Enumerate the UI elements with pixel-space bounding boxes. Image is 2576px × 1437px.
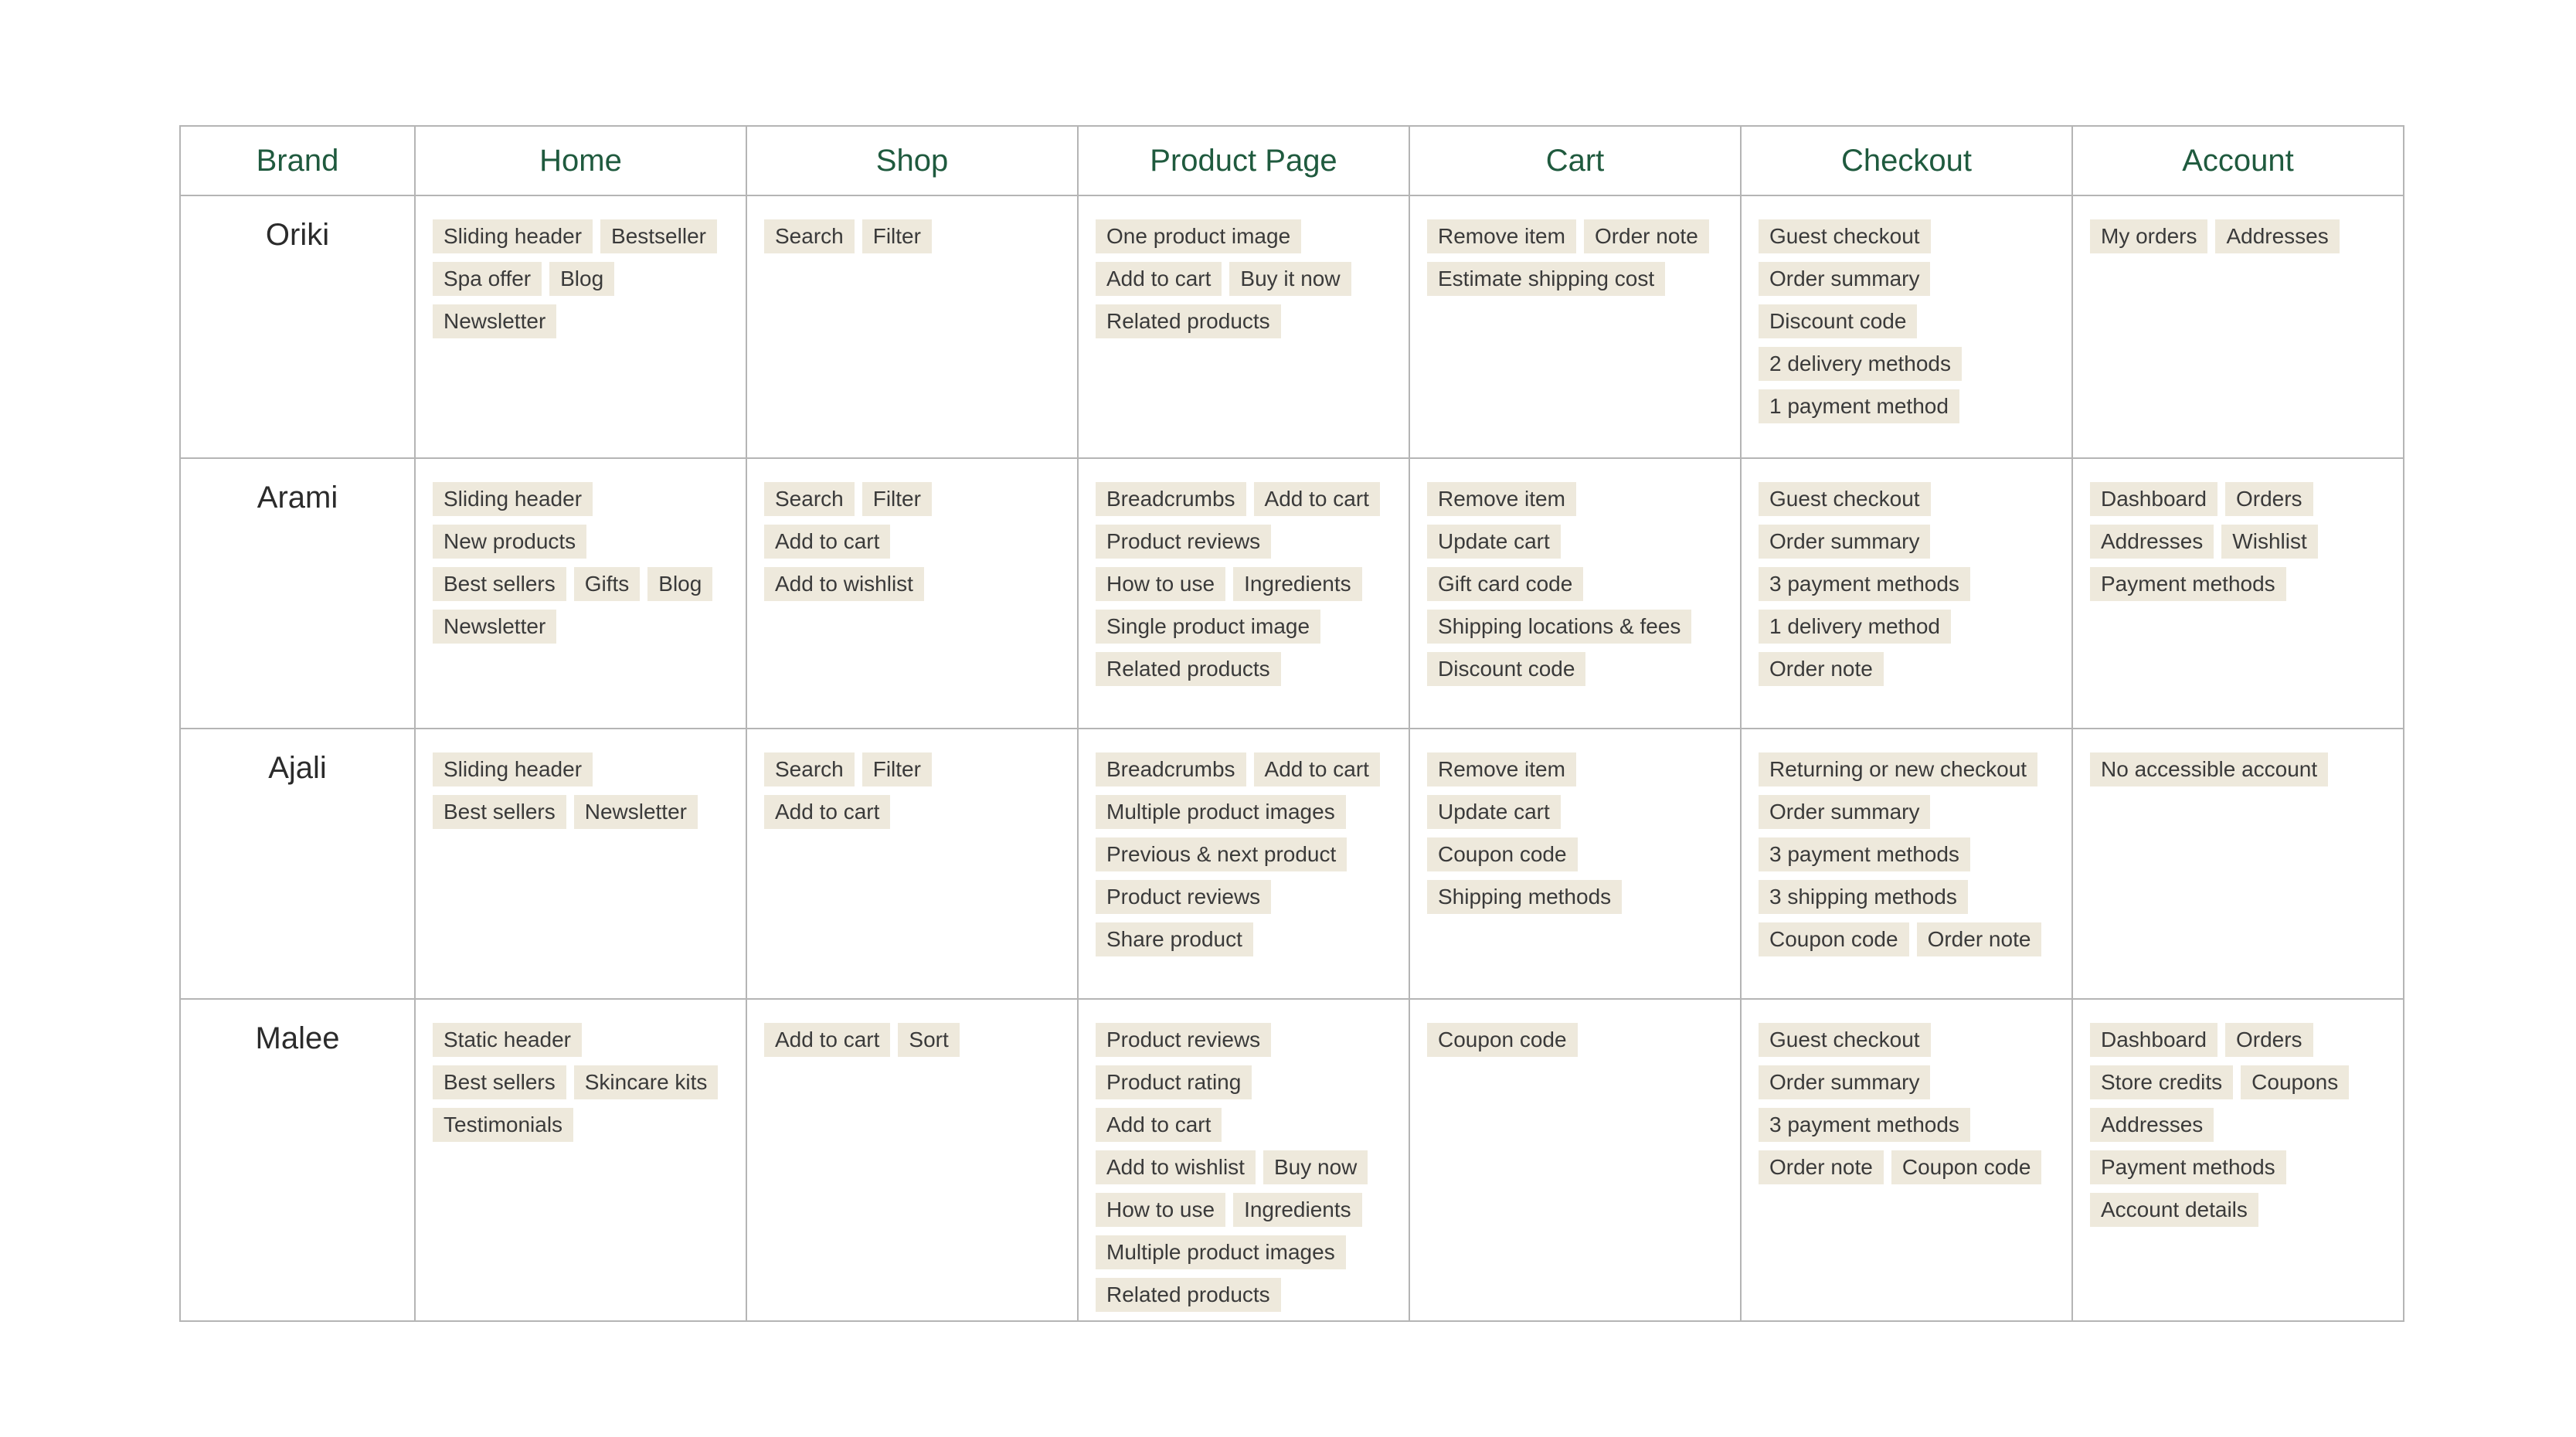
feature-tag: Order note xyxy=(1759,1150,1884,1184)
feature-tag: How to use xyxy=(1096,567,1225,601)
feature-tag: One product image xyxy=(1096,219,1301,253)
feature-tag: Best sellers xyxy=(433,795,566,829)
feature-tag: Coupons xyxy=(2241,1065,2349,1099)
feature-tag: Filter xyxy=(862,219,932,253)
feature-tag: Gifts xyxy=(574,567,641,601)
feature-tag: Best sellers xyxy=(433,567,566,601)
feature-tag: Breadcrumbs xyxy=(1096,752,1246,786)
feature-cell-shop xyxy=(746,999,1078,1321)
feature-tag: Buy now xyxy=(1263,1150,1368,1184)
feature-tag: Order note xyxy=(1917,922,2042,956)
feature-tag: 1 delivery method xyxy=(1759,610,1951,644)
feature-tag: Add to cart xyxy=(1254,482,1380,516)
feature-cell-cart xyxy=(1409,195,1741,458)
feature-tag: Static header xyxy=(433,1023,582,1057)
feature-tag: Add to cart xyxy=(764,525,890,559)
feature-tag: Add to cart xyxy=(764,1023,890,1057)
feature-tag: Remove item xyxy=(1427,482,1576,516)
feature-cell-checkout xyxy=(1741,999,2072,1321)
feature-tag: Addresses xyxy=(2090,525,2214,559)
feature-tag: Share product xyxy=(1096,922,1253,956)
feature-tag: Best sellers xyxy=(433,1065,566,1099)
feature-tag: Coupon code xyxy=(1759,922,1909,956)
feature-tag: Buy it now xyxy=(1229,262,1351,296)
feature-tag: Guest checkout xyxy=(1759,482,1931,516)
feature-tag: Single product image xyxy=(1096,610,1320,644)
feature-tag: Remove item xyxy=(1427,752,1576,786)
feature-tag: Addresses xyxy=(2215,219,2339,253)
feature-tag: Ingredients xyxy=(1233,567,1362,601)
feature-tag: Discount code xyxy=(1427,652,1585,686)
feature-cell-product-page xyxy=(1078,999,1409,1321)
feature-tag: Dashboard xyxy=(2090,1023,2217,1057)
feature-tag: Newsletter xyxy=(433,610,556,644)
feature-cell-account xyxy=(2072,458,2404,729)
feature-tag: Related products xyxy=(1096,304,1281,338)
feature-tag: Breadcrumbs xyxy=(1096,482,1246,516)
feature-tag: Sliding header xyxy=(433,482,593,516)
feature-tag: 3 shipping methods xyxy=(1759,880,1968,914)
feature-cell-home xyxy=(415,458,746,729)
feature-tag: My orders xyxy=(2090,219,2207,253)
feature-cell-account xyxy=(2072,195,2404,458)
feature-cell-product-page xyxy=(1078,729,1409,999)
feature-tag: Payment methods xyxy=(2090,567,2286,601)
feature-cell-checkout xyxy=(1741,729,2072,999)
brand-name: Oriki xyxy=(180,195,415,458)
feature-tag: Bestseller xyxy=(600,219,717,253)
feature-tag: Testimonials xyxy=(433,1108,573,1142)
feature-cell-shop xyxy=(746,729,1078,999)
feature-tag: Product reviews xyxy=(1096,880,1271,914)
feature-tag: Newsletter xyxy=(433,304,556,338)
feature-cell-product-page xyxy=(1078,195,1409,458)
feature-tag: Ingredients xyxy=(1233,1193,1362,1227)
feature-tag: Account details xyxy=(2090,1193,2258,1227)
header-row xyxy=(180,126,2404,195)
feature-tag: Store credits xyxy=(2090,1065,2233,1099)
column-header-brand: Brand xyxy=(180,126,415,195)
feature-cell-home xyxy=(415,195,746,458)
feature-cell-home xyxy=(415,729,746,999)
feature-comparison-table xyxy=(179,125,2404,1322)
feature-tag: Shipping locations & fees xyxy=(1427,610,1691,644)
feature-tag: Estimate shipping cost xyxy=(1427,262,1665,296)
feature-tag: Order summary xyxy=(1759,525,1930,559)
feature-tag: Spa offer xyxy=(433,262,542,296)
feature-cell-cart xyxy=(1409,729,1741,999)
feature-tag: Add to cart xyxy=(1096,1108,1222,1142)
feature-cell-checkout xyxy=(1741,458,2072,729)
feature-tag: Add to cart xyxy=(1254,752,1380,786)
feature-tag: Order summary xyxy=(1759,1065,1930,1099)
feature-tag: Related products xyxy=(1096,652,1281,686)
column-header-home: Home xyxy=(415,126,746,195)
feature-tag: Newsletter xyxy=(574,795,698,829)
feature-tag: 3 payment methods xyxy=(1759,1108,1970,1142)
feature-tag: Filter xyxy=(862,482,932,516)
feature-tag: New products xyxy=(433,525,586,559)
feature-cell-account xyxy=(2072,999,2404,1321)
feature-tag: Add to wishlist xyxy=(1096,1150,1256,1184)
feature-tag: 2 delivery methods xyxy=(1759,347,1962,381)
feature-tag: Update cart xyxy=(1427,795,1561,829)
brand-row xyxy=(180,999,2404,1321)
feature-tag: Add to wishlist xyxy=(764,567,924,601)
feature-tag: 3 payment methods xyxy=(1759,567,1970,601)
feature-tag: Gift card code xyxy=(1427,567,1583,601)
feature-tag: Coupon code xyxy=(1891,1150,2042,1184)
feature-tag: Guest checkout xyxy=(1759,1023,1931,1057)
brand-name: Ajali xyxy=(180,729,415,999)
feature-tag: No accessible account xyxy=(2090,752,2328,786)
brand-name: Malee xyxy=(180,999,415,1321)
feature-cell-product-page xyxy=(1078,458,1409,729)
feature-tag: Blog xyxy=(549,262,614,296)
feature-cell-checkout xyxy=(1741,195,2072,458)
feature-tag: Product reviews xyxy=(1096,1023,1271,1057)
feature-tag: Dashboard xyxy=(2090,482,2217,516)
feature-tag: Add to cart xyxy=(1096,262,1222,296)
brand-row xyxy=(180,195,2404,458)
feature-tag: Order summary xyxy=(1759,795,1930,829)
feature-cell-shop xyxy=(746,458,1078,729)
feature-tag: Guest checkout xyxy=(1759,219,1931,253)
feature-tag: Discount code xyxy=(1759,304,1917,338)
feature-tag: 3 payment methods xyxy=(1759,837,1970,871)
feature-tag: Order note xyxy=(1584,219,1709,253)
feature-tag: Payment methods xyxy=(2090,1150,2286,1184)
feature-tag: Orders xyxy=(2225,1023,2313,1057)
feature-tag: Product reviews xyxy=(1096,525,1271,559)
brand-name: Arami xyxy=(180,458,415,729)
feature-tag: Update cart xyxy=(1427,525,1561,559)
feature-tag: Sort xyxy=(898,1023,959,1057)
feature-tag: Order note xyxy=(1759,652,1884,686)
feature-tag: Skincare kits xyxy=(574,1065,719,1099)
feature-cell-shop xyxy=(746,195,1078,458)
column-header-product-page: Product Page xyxy=(1078,126,1409,195)
column-header-shop: Shop xyxy=(746,126,1078,195)
feature-tag: Sliding header xyxy=(433,752,593,786)
feature-tag: Add to cart xyxy=(764,795,890,829)
feature-tag: Order summary xyxy=(1759,262,1930,296)
feature-tag: Returning or new checkout xyxy=(1759,752,2037,786)
feature-tag: Coupon code xyxy=(1427,1023,1578,1057)
feature-tag: Search xyxy=(764,219,855,253)
column-header-checkout: Checkout xyxy=(1741,126,2072,195)
feature-tag: Sliding header xyxy=(433,219,593,253)
feature-tag: Product rating xyxy=(1096,1065,1252,1099)
feature-tag: How to use xyxy=(1096,1193,1225,1227)
feature-tag: Previous & next product xyxy=(1096,837,1347,871)
feature-tag: Wishlist xyxy=(2221,525,2317,559)
column-header-account: Account xyxy=(2072,126,2404,195)
feature-cell-cart xyxy=(1409,999,1741,1321)
feature-tag: Search xyxy=(764,482,855,516)
feature-tag: Multiple product images xyxy=(1096,795,1346,829)
feature-tag: Addresses xyxy=(2090,1108,2214,1142)
feature-tag: Blog xyxy=(647,567,712,601)
feature-cell-account xyxy=(2072,729,2404,999)
feature-tag: Search xyxy=(764,752,855,786)
feature-cell-cart xyxy=(1409,458,1741,729)
brand-row xyxy=(180,458,2404,729)
feature-tag: Remove item xyxy=(1427,219,1576,253)
feature-tag: 1 payment method xyxy=(1759,389,1959,423)
feature-tag: Shipping methods xyxy=(1427,880,1622,914)
feature-tag: Filter xyxy=(862,752,932,786)
column-header-cart: Cart xyxy=(1409,126,1741,195)
feature-cell-home xyxy=(415,999,746,1321)
brand-row xyxy=(180,729,2404,999)
feature-tag: Multiple product images xyxy=(1096,1235,1346,1269)
feature-tag: Orders xyxy=(2225,482,2313,516)
feature-tag: Related products xyxy=(1096,1278,1281,1312)
feature-tag: Coupon code xyxy=(1427,837,1578,871)
